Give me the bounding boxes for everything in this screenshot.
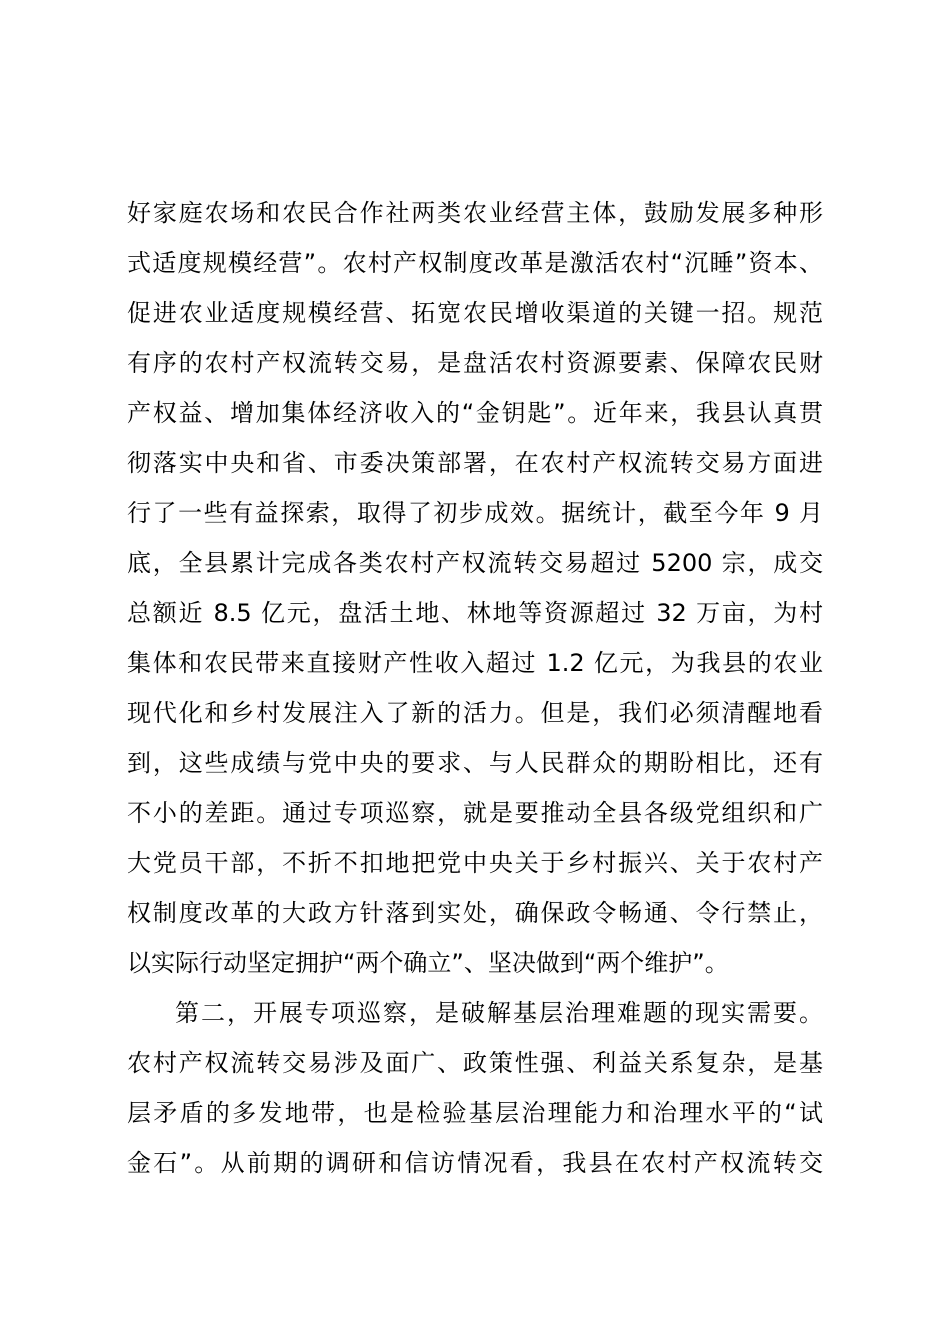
text-line-14: 大党员干部，不折不扣地把党中央关于乡村振兴、关于农村产 (127, 849, 823, 877)
text-line-17: 第二，开展专项巡察，是破解基层治理难题的现实需要。 (175, 999, 823, 1027)
text-line-19: 层矛盾的多发地带，也是检验基层治理能力和治理水平的“试 (127, 1099, 823, 1127)
text-line-7: 行了一些有益探索，取得了初步成效。据统计，截至今年 9 月 (127, 499, 823, 527)
text-line-18: 农村产权流转交易涉及面广、政策性强、利益关系复杂，是基 (127, 1049, 823, 1077)
text-line-20: 金石”。从前期的调研和信访情况看，我县在农村产权流转交 (127, 1149, 823, 1177)
body-text (127, 188, 827, 1188)
text-line-3: 促进农业适度规模经营、拓宽农民增收渠道的关键一招。规范 (127, 299, 823, 327)
text-line-1: 好家庭农场和农民合作社两类农业经营主体，鼓励发展多种形 (127, 199, 823, 227)
text-line-11: 现代化和乡村发展注入了新的活力。但是，我们必须清醒地看 (127, 699, 823, 727)
text-line-13: 不小的差距。通过专项巡察，就是要推动全县各级党组织和广 (127, 799, 823, 827)
text-line-16: 以实际行动坚定拥护“两个确立”、坚决做到“两个维护”。 (127, 949, 729, 977)
text-line-10: 集体和农民带来直接财产性收入超过 1.2 亿元，为我县的农业 (127, 649, 823, 677)
text-line-8: 底，全县累计完成各类农村产权流转交易超过 5200 宗，成交 (127, 549, 823, 577)
text-line-6: 彻落实中央和省、市委决策部署，在农村产权流转交易方面进 (127, 449, 823, 477)
text-line-4: 有序的农村产权流转交易，是盘活农村资源要素、保障农民财 (127, 349, 823, 377)
text-line-2: 式适度规模经营”。农村产权制度改革是激活农村“沉睡”资本、 (127, 249, 823, 277)
text-line-12: 到，这些成绩与党中央的要求、与人民群众的期盼相比，还有 (127, 749, 823, 777)
text-line-5: 产权益、增加集体经济收入的“金钥匙”。近年来，我县认真贯 (127, 399, 823, 427)
text-line-9: 总额近 8.5 亿元，盘活土地、林地等资源超过 32 万亩，为村 (127, 599, 823, 627)
text-line-15: 权制度改革的大政方针落到实处，确保政令畅通、令行禁止， (127, 899, 823, 927)
